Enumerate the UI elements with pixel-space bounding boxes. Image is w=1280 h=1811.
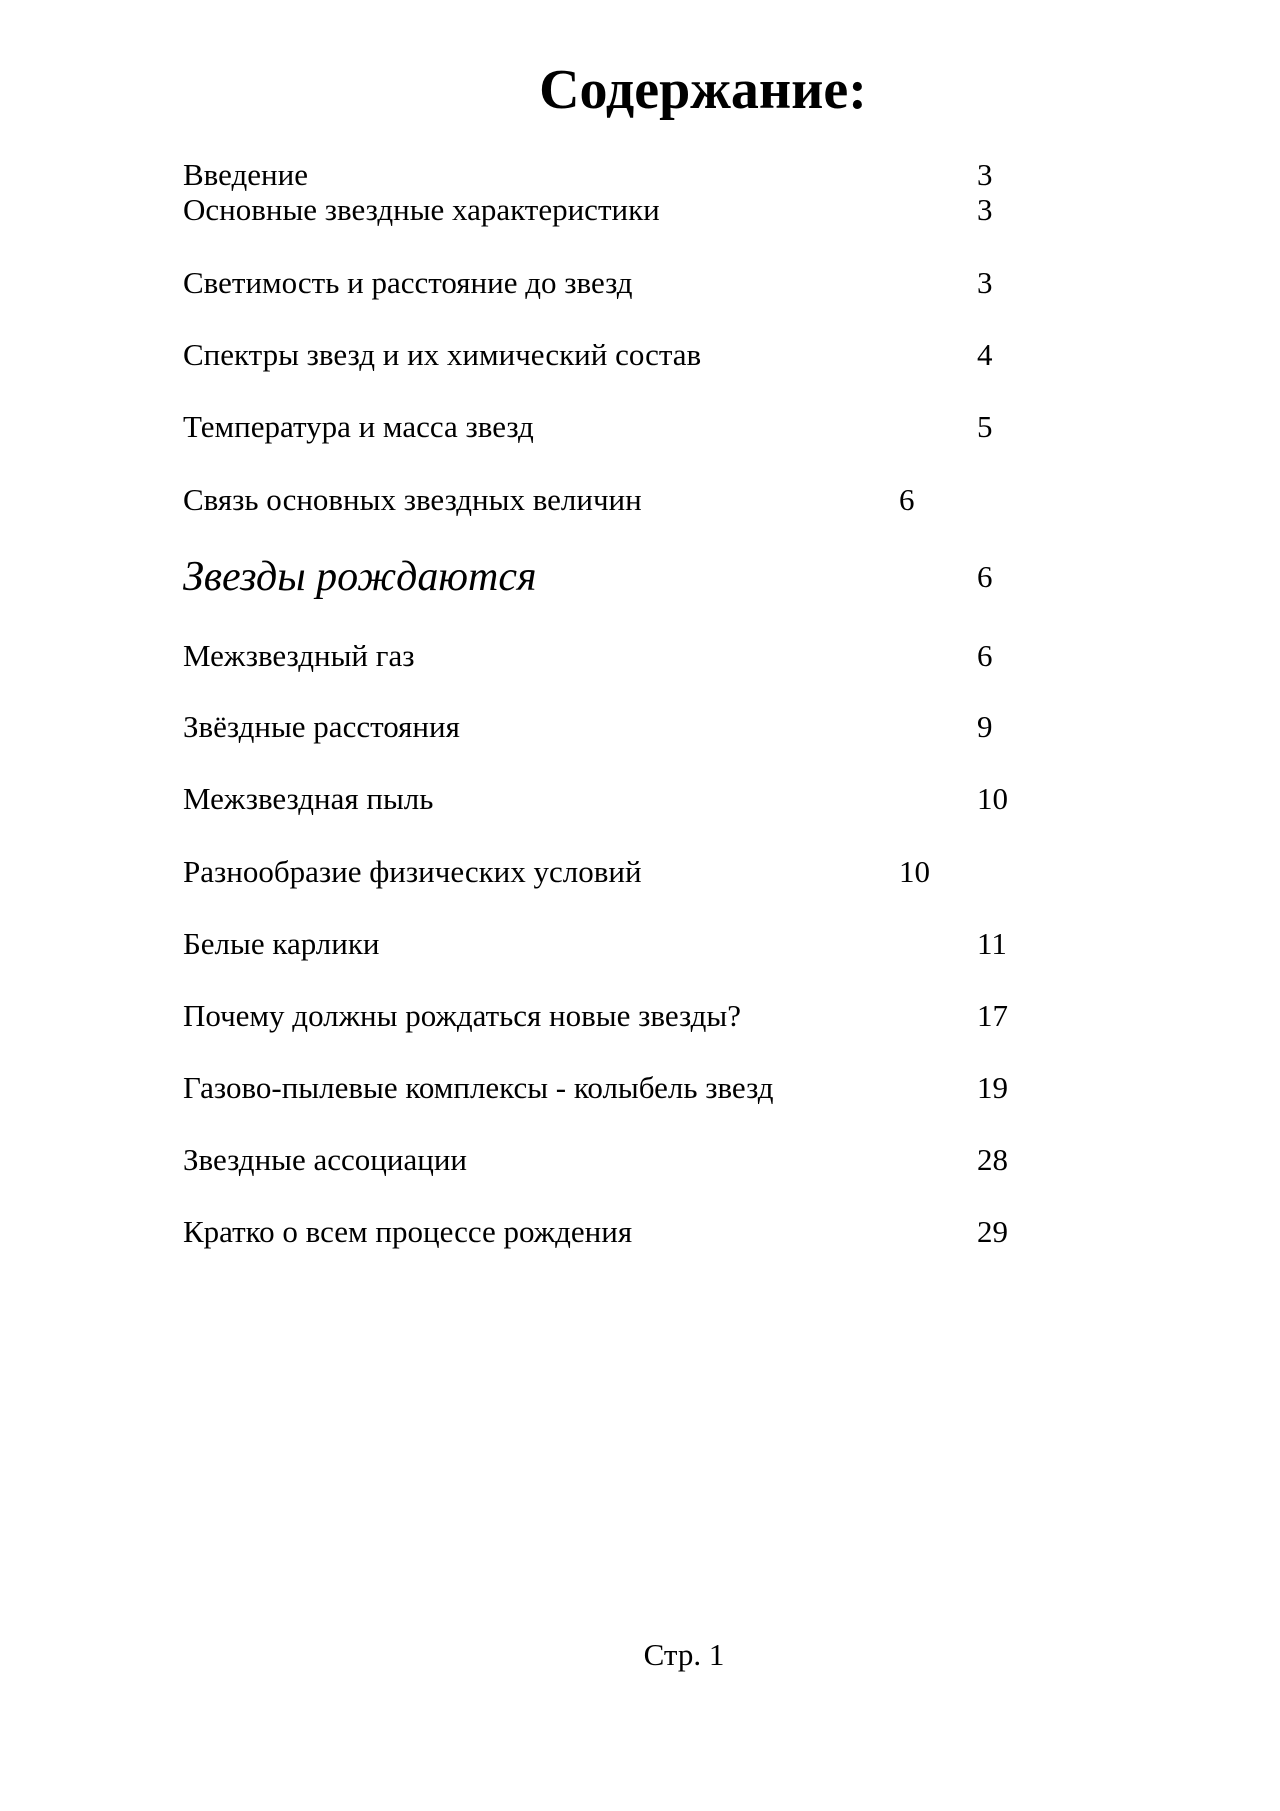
toc-entry	[0, 705, 1280, 749]
toc-entry-label: Основные звездные характеристики	[183, 192, 660, 227]
toc-entry	[0, 634, 1280, 678]
toc-entry-label: Звездные ассоциации	[183, 1142, 467, 1177]
toc-entry-page: 11	[977, 926, 1007, 961]
toc-entry	[0, 777, 1280, 821]
toc-entry	[0, 405, 1280, 449]
toc-entry	[0, 994, 1280, 1038]
toc-entry-label: Введение	[183, 157, 308, 192]
toc-entry	[0, 1210, 1280, 1254]
toc-entry-page: 29	[977, 1214, 1008, 1249]
toc-entry-page: 6	[977, 638, 993, 673]
toc-entry-page: 28	[977, 1142, 1008, 1177]
toc-entry	[0, 188, 1280, 232]
toc-entry-label: Кратко о всем процессе рождения	[183, 1214, 633, 1249]
toc-entry-page: 17	[977, 998, 1008, 1033]
toc-entry-label: Межзвездная пыль	[183, 781, 434, 816]
toc-entry-label: Связь основных звездных величин	[183, 482, 642, 517]
toc-entry-label: Межзвездный газ	[183, 638, 415, 673]
toc-entry-page: 3	[977, 157, 993, 192]
toc-entry-page: 3	[977, 265, 993, 300]
toc-entry	[0, 850, 1280, 894]
toc-entry-page: 6	[977, 559, 993, 594]
page-title: Содержание:	[539, 59, 867, 121]
page-number-footer: Стр. 1	[643, 1637, 725, 1672]
toc-entry-label: Белые карлики	[183, 926, 380, 961]
toc-entry-page: 3	[977, 192, 993, 227]
toc-entry-label: Светимость и расстояние до звезд	[183, 265, 633, 300]
toc-entry-label: Газово-пылевые комплексы - колыбель звезд	[183, 1070, 774, 1105]
toc-entry-label: Разнообразие физических условий	[183, 854, 642, 889]
toc-entry	[0, 1138, 1280, 1182]
toc-entry-page: 10	[899, 854, 930, 889]
toc-entry-label: Почему должны рождаться новые звезды?	[183, 998, 741, 1033]
toc-entry-label: Звёздные расстояния	[183, 709, 460, 744]
toc-entry	[0, 922, 1280, 966]
toc-entry-section	[0, 555, 1280, 599]
toc-entry-page: 10	[977, 781, 1008, 816]
toc-entry	[0, 1066, 1280, 1110]
toc-entry-label: Спектры звезд и их химический состав	[183, 337, 702, 372]
toc-entry	[0, 478, 1280, 522]
toc-entry-page: 9	[977, 709, 993, 744]
toc-entry-page: 4	[977, 337, 993, 372]
toc-entry-page: 19	[977, 1070, 1008, 1105]
toc-entry-page: 5	[977, 409, 993, 444]
toc-entry-label: Температура и масса звезд	[183, 409, 534, 444]
toc-entry	[0, 261, 1280, 305]
toc-entry-page: 6	[899, 482, 915, 517]
toc-entry	[0, 333, 1280, 377]
toc-section-label: Звезды рождаются	[183, 554, 537, 600]
